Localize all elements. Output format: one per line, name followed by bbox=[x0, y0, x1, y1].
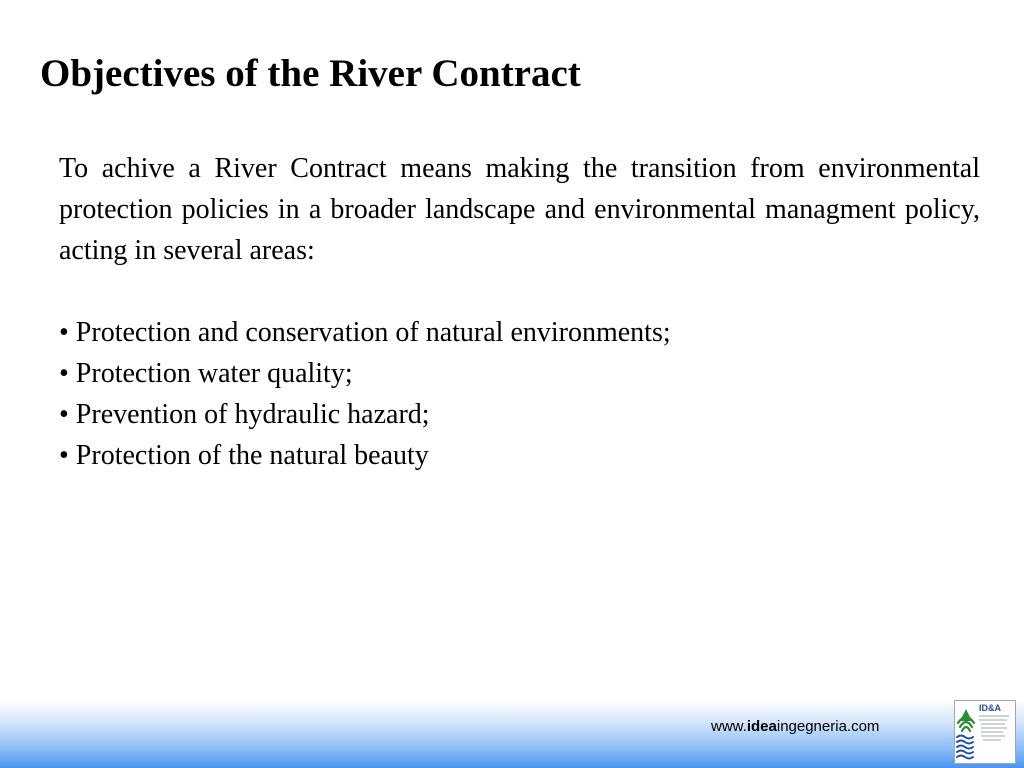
url-bold: idea bbox=[746, 718, 777, 735]
objectives-list bbox=[59, 312, 980, 476]
url-suffix: ingegneria.com bbox=[776, 718, 880, 735]
list-item: • Protection water quality; bbox=[59, 358, 353, 389]
logo-text: ID&A bbox=[979, 703, 1001, 713]
list-item: • Protection and conservation of natural environments; bbox=[59, 317, 671, 348]
website-url bbox=[711, 717, 879, 737]
slide-title: Objectives of the River Contract bbox=[40, 52, 581, 95]
slide-body bbox=[59, 148, 980, 476]
url-prefix: www. bbox=[711, 718, 747, 735]
leaf-and-waves-logo-icon bbox=[955, 701, 1015, 763]
intro-paragraph: To achive a River Contract means making the transition from environmental protection policies in a broader landscape and environmental managment policy, acting in several areas: bbox=[59, 153, 980, 266]
list-item: • Prevention of hydraulic hazard; bbox=[59, 399, 430, 430]
company-logo bbox=[954, 700, 1016, 764]
list-item: • Protection of the natural beauty bbox=[59, 440, 429, 471]
